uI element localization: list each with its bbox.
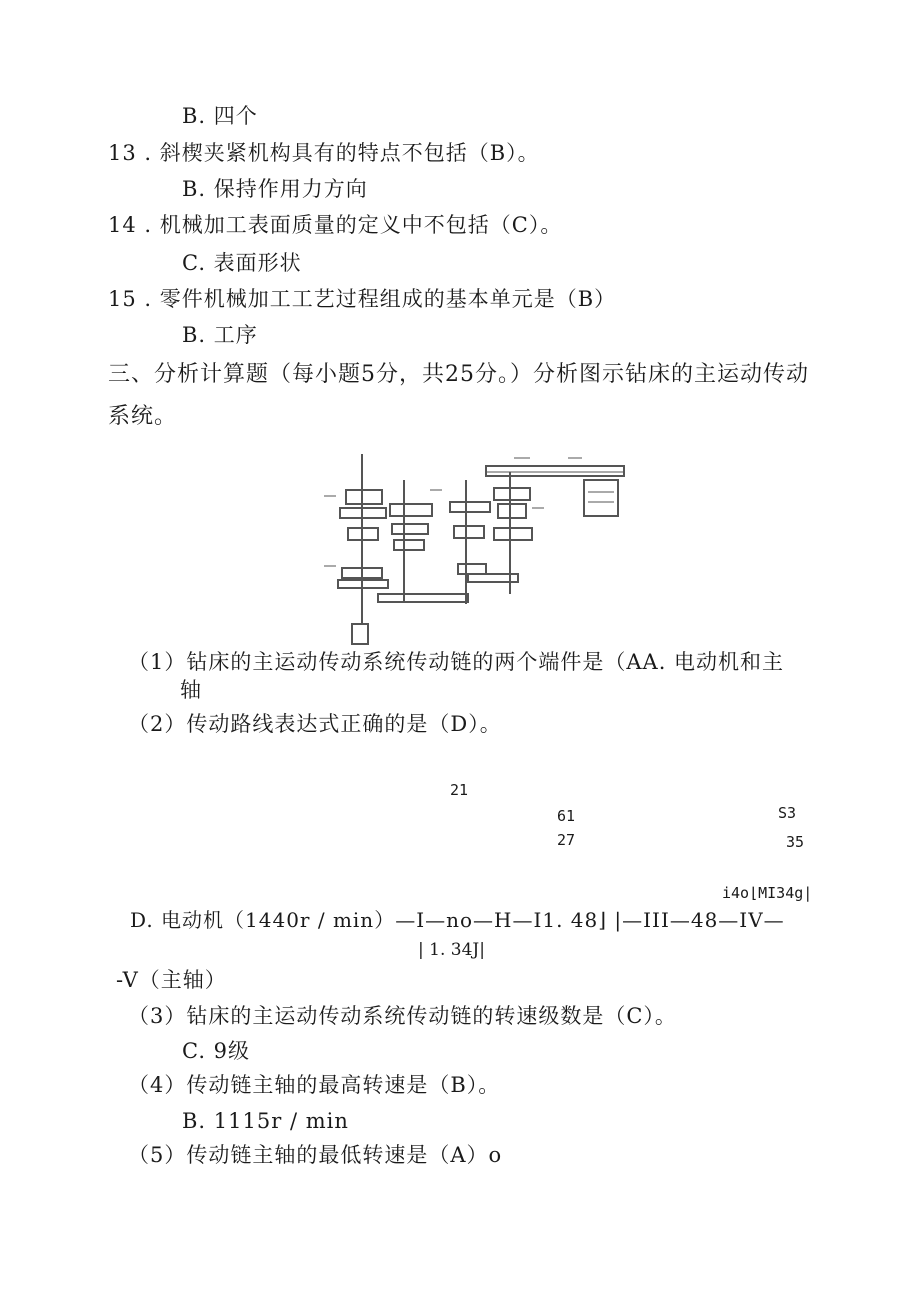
answer-13: B. 保持作用力方向	[182, 177, 368, 201]
ratio-i4o: i4o⌊MI34g|	[722, 884, 813, 902]
question-4: （4）传动链主轴的最高转速是（B）。	[128, 1073, 501, 1097]
ratio-S3: S3	[778, 804, 797, 822]
ratio-27: 27	[557, 831, 576, 849]
ratio-61: 61	[557, 807, 576, 825]
question-2: （2）传动路线表达式正确的是（D）。	[128, 712, 502, 736]
formula-d-sub: | 1. 34J|	[418, 940, 485, 960]
question-1-line1: （1）钻床的主运动传动系统传动链的两个端件是（AA. 电动机和主	[128, 650, 785, 674]
question-3: （3）钻床的主运动传动系统传动链的转速级数是（C）。	[128, 1004, 677, 1028]
section-3-heading: 三、分析计算题（每小题5分，共25分。）分析图示钻床的主运动传动	[108, 362, 809, 387]
formula-d-end: -V（主轴）	[116, 968, 227, 992]
section-3-heading-cont: 系统。	[108, 404, 178, 429]
answer-3: C. 9级	[182, 1039, 251, 1063]
ratio-35: 35	[786, 833, 805, 851]
question-14: 14 . 机械加工表面质量的定义中不包括（C）。	[108, 213, 563, 237]
option-b-four: B. 四个	[182, 104, 258, 128]
question-5: （5）传动链主轴的最低转速是（A）o	[128, 1143, 503, 1167]
answer-15: B. 工序	[182, 323, 258, 347]
question-13: 13 . 斜楔夹紧机构具有的特点不包括（B）。	[108, 141, 540, 165]
question-15: 15 . 零件机械加工工艺过程组成的基本单元是（B）	[108, 287, 617, 311]
answer-14: C. 表面形状	[182, 251, 302, 275]
gear-transmission-diagram-icon	[318, 444, 630, 650]
drill-transmission-diagram	[318, 444, 630, 650]
formula-d: D. 电动机（1440r / min）—I—no—H—I1. 48⌋ |—III—48—IV—	[130, 908, 785, 932]
ratio-21: 21	[450, 781, 469, 799]
answer-4: B. 1115r / min	[182, 1109, 349, 1133]
question-1-line2: 轴	[180, 678, 202, 702]
